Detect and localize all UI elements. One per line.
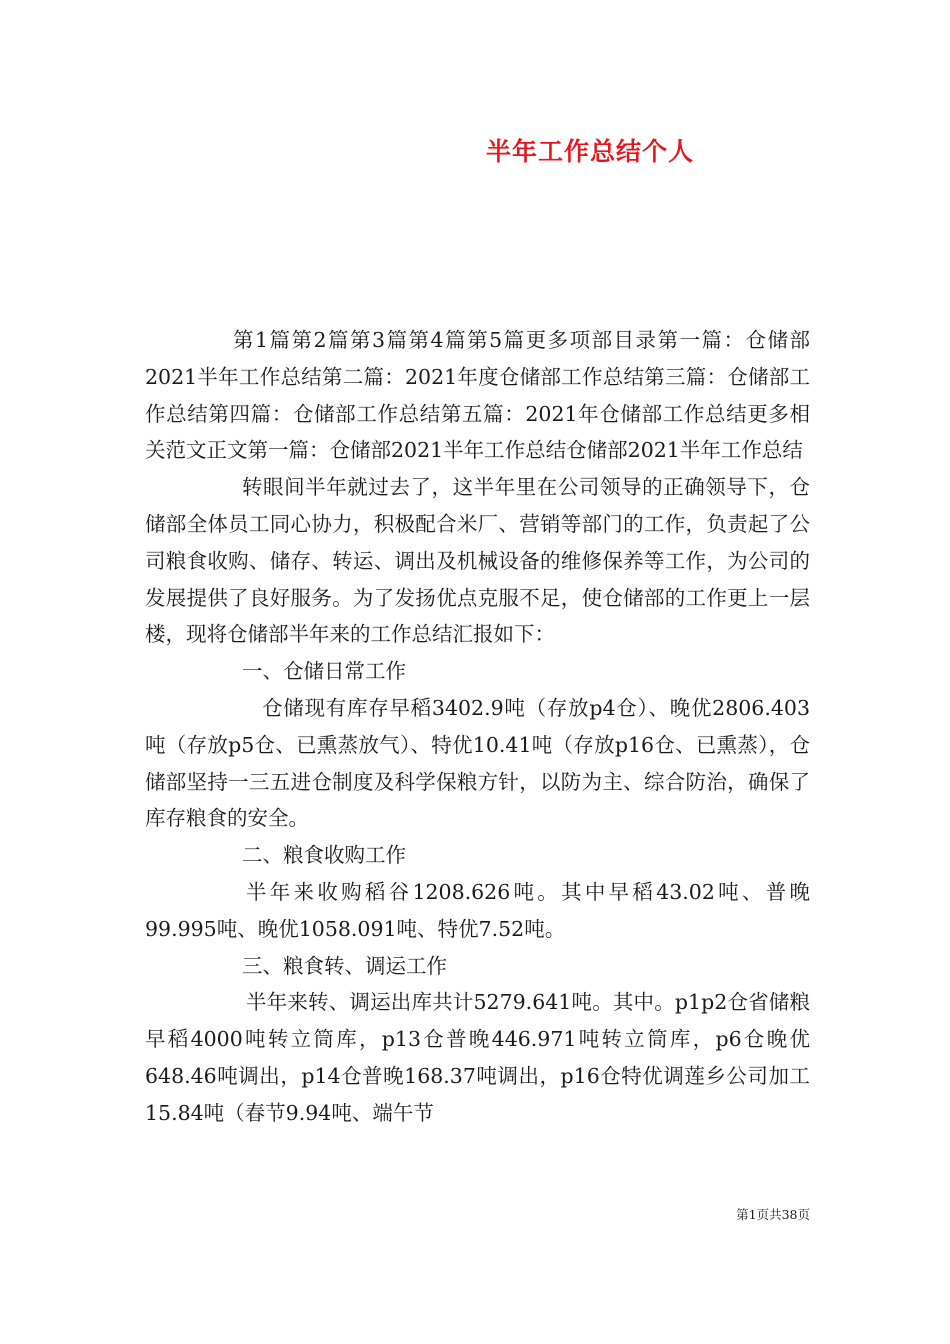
intro-paragraph: 转眼间半年就过去了，这半年里在公司领导的正确领导下，仓储部全体员工同心协力，积极配合米厂、营销等部门的工作，负责起了公司粮食收购、储存、转运、调出及机械设备的维修保养等工作，为公司的发展提供了良好服务。为了发扬优点克服不足，使仓储部的工作更上一层楼，现将仓储部半年来的工作总结汇报如下： (145, 475, 810, 647)
page-title: 半年工作总结个人 (485, 137, 694, 166)
toc-paragraph: 第1篇第2篇第3篇第4篇第5篇更多项部目录第一篇：仓储部2021半年工作总结第二篇：2021年度仓储部工作总结第三篇：仓储部工作总结第四篇：仓储部工作总结第五篇：2021年仓储部工作总结更多相关范文正文第一篇：仓储部2021半年工作总结仓储部2021半年工作总结 (145, 328, 810, 463)
section-1-paragraph: 仓储现有库存早稻3402.9吨（存放p4仓）、晚优2806.403吨（存放p5仓、已熏蒸放气）、特优10.41吨（存放p16仓、已熏蒸），仓储部坚持一三五进仓制度及科学保粮方针，以防为主、综合防治，确保了库存粮食的安全。 (145, 695, 810, 831)
page-number: 第1页共38页 (736, 1207, 810, 1222)
section-heading-2: 二、粮食收购工作 (242, 843, 406, 868)
section-2-paragraph: 半年来收购稻谷1208.626吨。其中早稻43.02吨、普晚99.995吨、晚优1058.091吨、特优7.52吨。 (145, 879, 810, 941)
document-body (145, 322, 810, 1132)
section-heading-1: 一、仓储日常工作 (242, 659, 406, 684)
section-heading-3: 三、粮食转、调运工作 (242, 953, 447, 978)
section-3-paragraph: 半年来转、调运出库共计5279.641吨。其中。p1p2仓省储粮早稻4000吨转立筒库，p13仓普晚446.971吨转立筒库，p6仓晚优648.46吨调出，p14仓普晚168.37吨调出，p16仓特优调莲乡公司加工15.84吨（春节9.94吨、端午节 (145, 990, 810, 1125)
